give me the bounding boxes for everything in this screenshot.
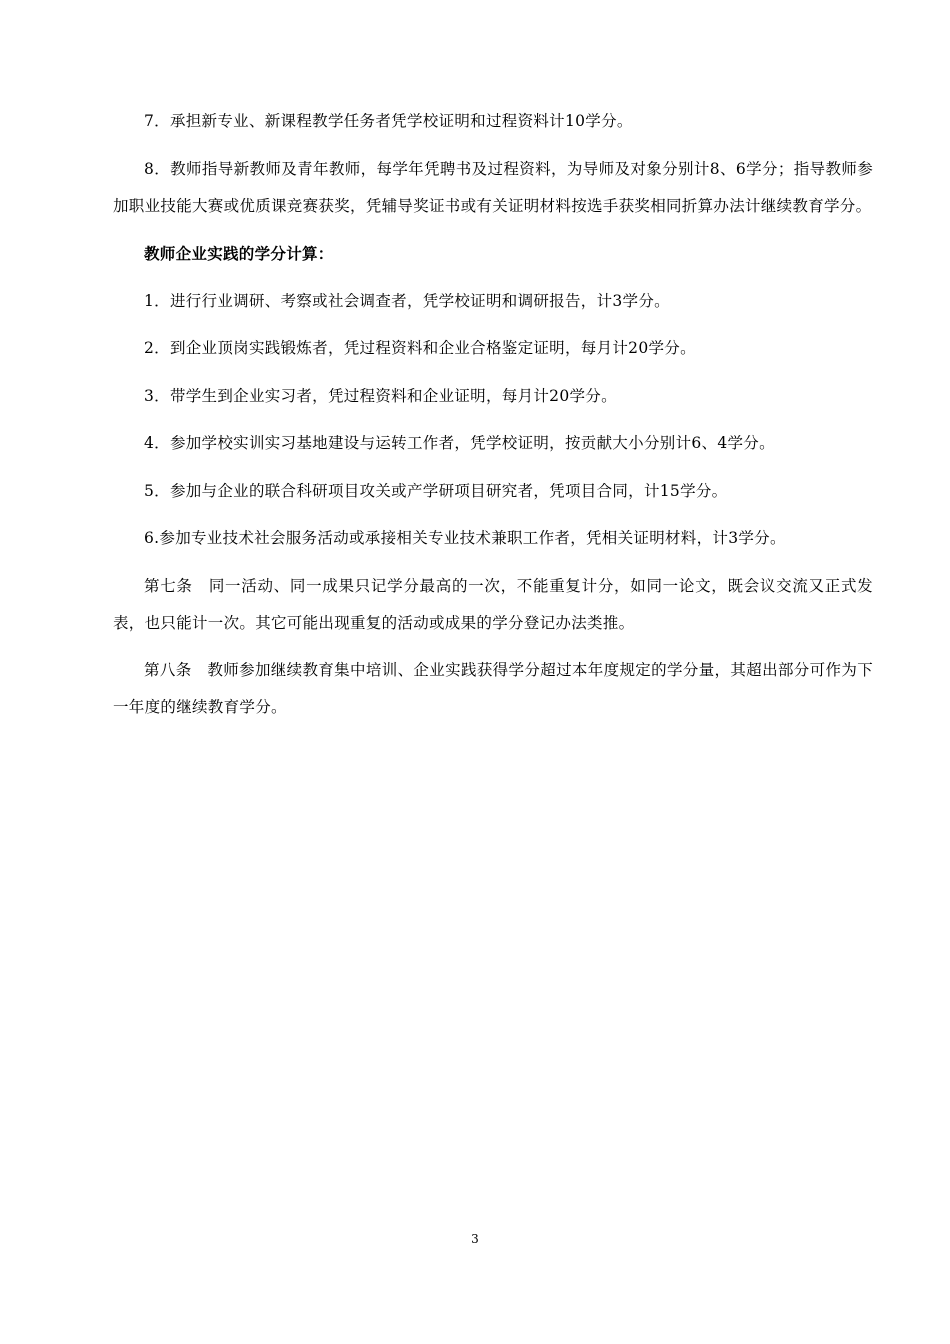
paragraph-item-7: 7．承担新专业、新课程教学任务者凭学校证明和过程资料计10学分。 bbox=[144, 112, 633, 130]
paragraph-article-7: 第七条 同一活动、同一成果只记学分最高的一次，不能重复计分，如同一论文，既会议交流又正式发表，也只能计一次。其它可能出现重复的活动或成果的学分登记办法类推。 bbox=[113, 576, 873, 632]
paragraph-practice-5: 5．参加与企业的联合科研项目攻关或产学研项目研究者，凭项目合同，计15学分。 bbox=[144, 481, 728, 500]
paragraph-practice-3: 3．带学生到企业实习者，凭过程资料和企业证明，每月计20学分。 bbox=[144, 386, 617, 405]
page-number: 3 bbox=[471, 1232, 479, 1246]
paragraph-practice-1: 1．进行行业调研、考察或社会调查者，凭学校证明和调研报告，计3学分。 bbox=[144, 291, 670, 310]
document-body bbox=[113, 103, 873, 737]
paragraph-practice-4: 4．参加学校实训实习基地建设与运转工作者，凭学校证明，按贡献大小分别计6、4学分。 bbox=[144, 434, 775, 452]
paragraph-practice-2: 2．到企业顶岗实践锻炼者，凭过程资料和企业合格鉴定证明，每月计20学分。 bbox=[144, 339, 696, 357]
paragraph-item-8: 8．教师指导新教师及青年教师，每学年凭聘书及过程资料，为导师及对象分别计8、6学分；指导教师参加职业技能大赛或优质课竞赛获奖，凭辅导奖证书或有关证明材料按选手获奖相同折算办法计继续教育学分。 bbox=[113, 159, 873, 215]
paragraph-practice-6: 6.参加专业技术社会服务活动或承接相关专业技术兼职工作者，凭相关证明材料，计3学分。 bbox=[144, 529, 786, 547]
paragraph-article-8: 第八条 教师参加继续教育集中培训、企业实践获得学分超过本年度规定的学分量，其超出部分可作为下一年度的继续教育学分。 bbox=[113, 661, 873, 716]
section-heading: 教师企业实践的学分计算： bbox=[144, 244, 334, 263]
